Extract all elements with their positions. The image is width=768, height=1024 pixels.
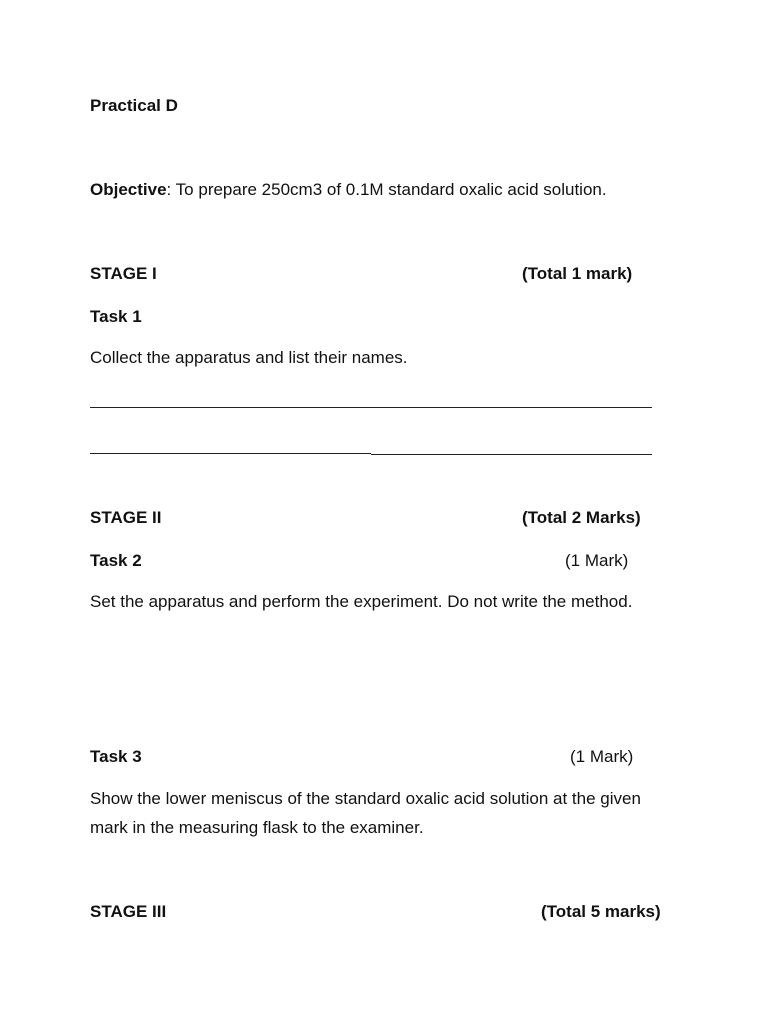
stage-1-total: (Total 1 mark) (522, 264, 633, 283)
task-2-heading: Task 2 (90, 551, 142, 570)
answer-line-2a (90, 453, 371, 454)
answer-line-1 (90, 407, 652, 408)
answer-line-2b (371, 454, 652, 455)
stage-1-heading: STAGE I (90, 264, 157, 283)
stage-2-total: (Total 2 Marks) (522, 508, 641, 527)
practical-title: Practical D (90, 96, 178, 115)
task-2-instruction: Set the apparatus and perform the experiment. Do not write the method. (90, 592, 633, 611)
task-1-heading: Task 1 (90, 307, 142, 326)
objective (90, 178, 607, 202)
stage-3-heading: STAGE III (90, 902, 167, 921)
stage-3-total: (Total 5 marks) (541, 902, 661, 921)
task-3-heading: Task 3 (90, 747, 142, 766)
task-1-instruction: Collect the apparatus and list their names. (90, 348, 408, 367)
stage-2-heading: STAGE II (90, 508, 162, 527)
task-3-marks: (1 Mark) (570, 747, 634, 766)
task-3-instruction: Show the lower meniscus of the standard oxalic acid solution at the given mark in the measuring flask to the examiner. (90, 789, 641, 837)
task-2-marks: (1 Mark) (565, 551, 629, 570)
objective-label: Objective (90, 180, 167, 199)
objective-text: : To prepare 250cm3 of 0.1M standard oxalic acid solution. (166, 180, 607, 199)
